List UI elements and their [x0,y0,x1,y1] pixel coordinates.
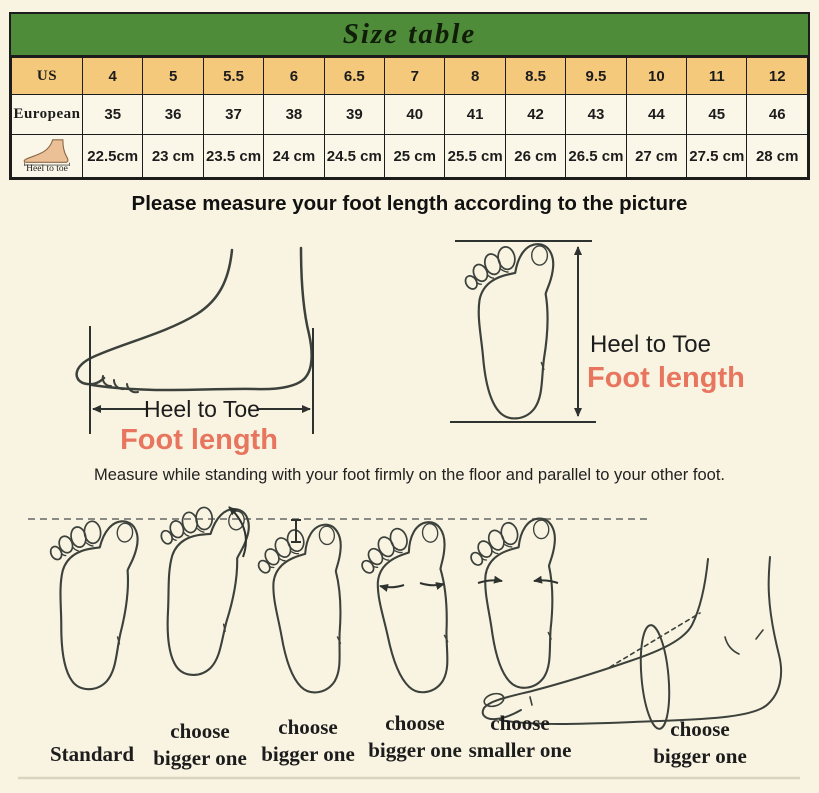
narrow-arrow-right [534,580,558,583]
wide-arrow-left [380,585,404,587]
measure-heading: Please measure your foot length according to the picture [131,192,688,215]
size-cell: 5 [143,58,203,95]
size-table-section [9,12,810,180]
length-cell: 24 cm [264,135,324,178]
size-table-title: Size table [11,14,808,57]
length-cell: 27 cm [626,135,686,178]
length-cell: 28 cm [747,135,808,178]
size-cell: 35 [83,95,143,135]
foot-girth-illustration [483,557,781,730]
table-row-foot-length [12,135,808,178]
size-cell: 8 [445,58,505,95]
measure-note: Measure while standing with your foot firmly on the floor and parallel to your other foot. [94,466,725,484]
footprint-wide [356,520,463,698]
heel-to-toe-label-sole: Heel to Toe [590,331,711,358]
size-cell: 4 [83,58,143,95]
size-cell: 40 [385,95,445,135]
size-cell: 42 [505,95,565,135]
row-label-european: European [12,95,83,135]
length-cell: 23 cm [143,135,203,178]
length-cell: 27.5 cm [687,135,747,178]
footprint-toe-over-line [140,499,251,680]
length-cell: 24.5 cm [324,135,384,178]
length-cell: 23.5 cm [203,135,263,178]
fit-label-6-line2: bigger one [653,744,747,768]
size-cell: 43 [566,95,626,135]
foot-length-label-sole: Foot length [587,362,745,394]
measure-diagrams [0,228,819,466]
size-cell: 45 [687,95,747,135]
size-cell: 8.5 [505,58,565,95]
fit-label-standard: Standard [49,742,135,766]
fit-label-3-line1: choose [278,715,338,739]
size-cell: 44 [626,95,686,135]
fit-label-5-line1: choose [490,711,550,735]
fit-label-4-line1: choose [385,711,445,735]
size-table [11,57,808,178]
fit-label-5-line2: smaller one [468,738,572,762]
heel-to-toe-arrow-vertical [450,241,596,422]
size-cell: 37 [203,95,263,135]
heel-to-toe-label-side: Heel to Toe [144,396,260,422]
size-cell: 6 [264,58,324,95]
heel-to-toe-cell-label: Heel to toe [26,164,68,174]
size-cell: 11 [687,58,747,95]
table-row-us [12,58,808,95]
small-foot-icon [19,138,75,166]
size-cell: 39 [324,95,384,135]
size-cell: 46 [747,95,808,135]
table-row-european [12,95,808,135]
footprint-illustration [463,244,553,418]
fit-label-2-line1: choose [170,719,230,743]
size-cell: 12 [747,58,808,95]
size-cell: 38 [264,95,324,135]
size-cell: 36 [143,95,203,135]
size-cell: 7 [385,58,445,95]
size-cell: 9.5 [566,58,626,95]
size-cell: 5.5 [203,58,263,95]
heel-to-toe-cell [12,135,82,177]
length-cell: 26 cm [505,135,565,178]
size-cell: 41 [445,95,505,135]
length-cell: 25 cm [385,135,445,178]
foot-side-view-illustration [77,248,312,392]
fit-label-6-line1: choose [670,717,730,741]
footprint-narrow [467,518,563,691]
footprint-toe-gap [253,523,353,696]
fit-label-2-line2: bigger one [153,746,247,770]
footprint-standard [37,515,139,692]
size-cell: 6.5 [324,58,384,95]
fit-label-4-line2: bigger one [368,738,462,762]
size-cell: 10 [626,58,686,95]
length-cell: 26.5 cm [566,135,626,178]
length-cell: 22.5cm [83,135,143,178]
narrow-arrow-left [478,580,502,583]
foot-length-label-side: Foot length [120,424,278,456]
wide-arrow-right [420,583,444,585]
fit-guide-diagrams [0,497,819,793]
fit-label-3-line2: bigger one [261,742,355,766]
row-label-us: US [12,58,83,95]
length-cell: 25.5 cm [445,135,505,178]
